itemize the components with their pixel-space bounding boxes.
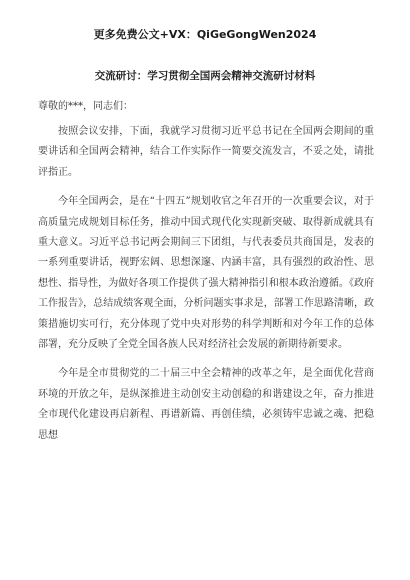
paragraph: 按照会议安排，下面，我就学习贯彻习近平总书记在全国两会期间的重要讲话和全国两会精神，结合工作实际作一简要交流发言，不妥之处，请批评指正。 xyxy=(38,126,374,178)
document-body xyxy=(38,122,374,455)
paragraph: 今年是全市贯彻党的二十届三中全会精神的改革之年，是全面优化营商环境的开放之年，是纵深推进主动创安主动创稳的和谐建设之年，奋力推进全市现代化建设再启新程、再谱新篇、再创佳绩，必须铸牢忠诚之魂、把稳思想 xyxy=(38,368,374,441)
promo-banner: 更多免费公文+VX：QiGeGongWen2024 xyxy=(93,28,317,41)
document-title: 交流研讨：学习贯彻全国两会精神交流研讨材料 xyxy=(94,70,316,82)
paragraph: 今年全国两会，是在“十四五”规划收官之年召开的一次重要会议，对于高质量完成规划目标任务，推动中国式现代化实现新突破、取得新成就具有重大意义。习近平总书记两会期间三下团组，与代表委员共商国是，发表的一系列重要讲话，视野宏阔、思想深邃、内涵丰富，具有强烈的政治性、思想性、指导性，为做好各项工作提供了强大精神指引和根本政治遵循。《政府工作报告》，总结成绩客观全面，分析问题实事求是，部署工作思路清晰，政策措施切实可行，充分体现了党中央对形势的科学判断和对今年工作的总体部署，充分反映了全党全国各族人民对经济社会发展的新期待新要求。 xyxy=(38,196,374,351)
salutation: 尊敬的***，同志们： xyxy=(38,101,133,112)
